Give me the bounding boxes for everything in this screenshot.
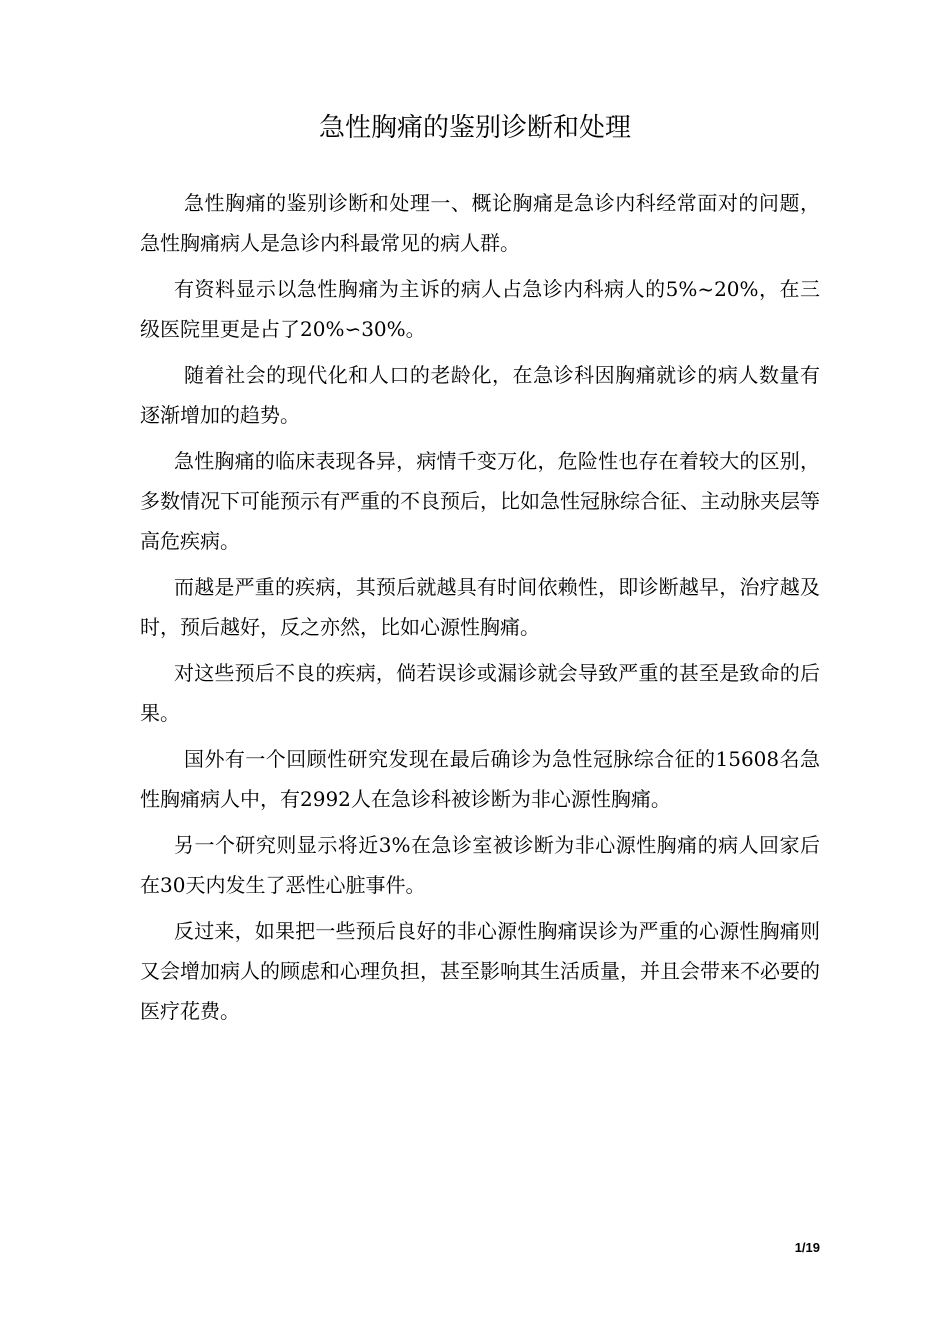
paragraph-1: 急性胸痛的鉴别诊断和处理一、概论胸痛是急诊内科经常面对的问题，急性胸痛病人是急诊内科最常见的病人群。: [140, 191, 820, 255]
paragraph-2: 有资料显示以急性胸痛为主诉的病人占急诊内科病人的5%~20%，在三级医院里更是占了20%∽30%。: [140, 277, 820, 341]
paragraph-3: 随着社会的现代化和人口的老龄化，在急诊科因胸痛就诊的病人数量有逐渐增加的趋势。: [140, 363, 820, 427]
document-title: 急性胸痛的鉴别诊断和处理: [318, 113, 631, 143]
paragraph-9: 反过来，如果把一些预后良好的非心源性胸痛误诊为严重的心源性胸痛则又会增加病人的顾虑和心理负担，甚至影响其生活质量，并且会带来不必要的医疗花费。: [140, 919, 820, 1023]
document-body: [140, 183, 820, 1037]
paragraph-4: 急性胸痛的临床表现各异，病情千变万化，危险性也存在着较大的区别，多数情况下可能预示有严重的不良预后，比如急性冠脉综合征、主动脉夹层等高危疾病。: [140, 449, 820, 553]
paragraph-5: 而越是严重的疾病，其预后就越具有时间依赖性，即诊断越早，治疗越及时，预后越好，反之亦然，比如心源性胸痛。: [140, 575, 820, 639]
paragraph-6: 对这些预后不良的疾病，倘若误诊或漏诊就会导致严重的甚至是致命的后果。: [140, 661, 820, 725]
page-number: 1/19: [794, 1240, 820, 1255]
paragraph-7: 国外有一个回顾性研究发现在最后确诊为急性冠脉综合征的15608名急性胸痛病人中，有2992人在急诊科被诊断为非心源性胸痛。: [140, 747, 820, 811]
paragraph-8: 另一个研究则显示将近3%在急诊室被诊断为非心源性胸痛的病人回家后在30天内发生了恶性心脏事件。: [140, 833, 820, 897]
